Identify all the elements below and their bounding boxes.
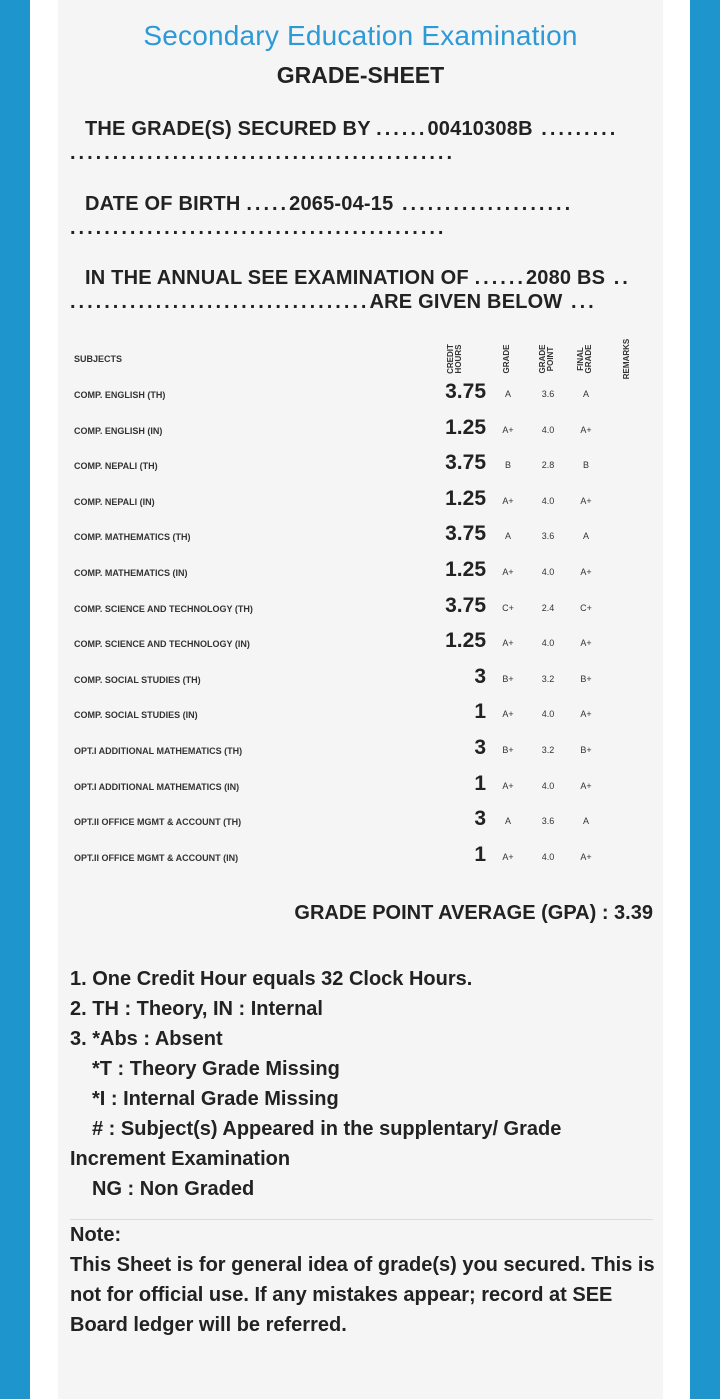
credit-hours-cell: 3 [474, 736, 486, 759]
table-row [58, 772, 663, 802]
credit-hours-cell: 3 [474, 807, 486, 831]
final-grade-cell: A+ [580, 638, 592, 649]
grade-cell: C+ [502, 602, 514, 613]
legend-line: 3. *Abs : Absent [70, 1028, 223, 1050]
table-row [58, 451, 663, 481]
legend [70, 964, 656, 1204]
dob-line: DATE OF BIRTH .....2065-04-15 .................... ............................................ [70, 193, 574, 239]
grade-cell: B+ [502, 673, 514, 684]
page-subtitle: GRADE-SHEET [276, 62, 445, 88]
final-grade-cell: B+ [580, 673, 592, 684]
grade-cell: A+ [502, 567, 514, 577]
header-grade-point: GRADE POINT [538, 344, 555, 374]
grade-cell: B+ [502, 745, 514, 755]
credit-hours-cell: 1.25 [445, 558, 486, 581]
subject-cell: COMP. SOCIAL STUDIES (IN) [74, 710, 198, 721]
table-row [58, 522, 663, 552]
subject-cell: OPT.II OFFICE MGMT & ACCOUNT (TH) [74, 817, 242, 828]
legend-line: *T : Theory Grade Missing [92, 1058, 340, 1080]
header-final-grade: FINAL GRADE [576, 344, 593, 374]
grade-cell: A+ [502, 851, 514, 862]
subject-cell: OPT.I ADDITIONAL MATHEMATICS (TH) [74, 746, 243, 756]
legend-line: # : Subject(s) Appeared in the supplentary/ Grade [92, 1118, 562, 1140]
grade-cell: B [504, 460, 511, 471]
grade-cell: A+ [502, 638, 514, 649]
secured-by-label: THE GRADE(S) SECURED BY [85, 118, 371, 140]
grade-point-cell: 3.6 [541, 389, 555, 399]
subject-cell: OPT.I ADDITIONAL MATHEMATICS (IN) [74, 781, 240, 792]
given-below: ARE GIVEN BELOW [369, 291, 563, 313]
final-grade-cell: A+ [580, 567, 592, 577]
table-row [58, 736, 663, 766]
grade-cell: A+ [502, 424, 514, 435]
grade-point-cell: 3.2 [541, 745, 555, 755]
table-row [58, 807, 663, 837]
grade-point-cell: 4.0 [541, 424, 555, 435]
exam-label: IN THE ANNUAL SEE EXAMINATION OF [85, 267, 469, 289]
legend-line: Increment Examination [70, 1148, 291, 1170]
subject-cell: COMP. NEPALI (TH) [74, 461, 158, 472]
credit-hours-cell: 1.25 [445, 486, 486, 510]
grade-cell: A [504, 816, 511, 827]
final-grade-cell: A+ [580, 709, 592, 720]
credit-hours-cell: 1 [474, 842, 486, 866]
legend-line: 2. TH : Theory, IN : Internal [70, 998, 323, 1020]
grade-point-cell: 4.0 [541, 638, 555, 649]
header-credit-hours: CREDIT HOURS [446, 344, 463, 374]
table-row [58, 416, 663, 446]
grade-point-cell: 3.2 [541, 673, 555, 684]
symbol-number: 00410308B [427, 118, 533, 140]
exam-line: IN THE ANNUAL SEE EXAMINATION OF ......2080 BS .. ...................................ARE GIVEN BELOW ... [70, 267, 631, 313]
credit-hours-cell: 3.75 [445, 451, 486, 475]
gpa-value: GRADE POINT AVERAGE (GPA) : 3.39 [294, 902, 653, 924]
credit-hours-cell: 1 [474, 700, 486, 724]
exam-year: 2080 BS [525, 267, 606, 289]
table-row [58, 629, 663, 659]
grade-point-cell: 3.6 [541, 531, 555, 542]
subject-cell: OPT.II OFFICE MGMT & ACCOUNT (IN) [74, 852, 239, 863]
final-grade-cell: A [582, 816, 589, 827]
grade-cell: A [504, 389, 511, 399]
legend-line: *I : Internal Grade Missing [92, 1088, 339, 1110]
table-row [58, 700, 663, 730]
table-row [58, 665, 663, 695]
legend-line: 1. One Credit Hour equals 32 Clock Hours. [70, 968, 473, 990]
credit-hours-cell: 3.75 [445, 593, 486, 617]
credit-hours-cell: 1 [474, 771, 486, 795]
grade-cell: A+ [502, 709, 514, 720]
header-remarks: REMARKS [622, 338, 631, 380]
table-row [58, 594, 663, 624]
grade-point-cell: 4.0 [541, 495, 555, 506]
header-subjects: SUBJECTS [74, 354, 123, 364]
table-row [58, 487, 663, 517]
grade-point-cell: 2.8 [541, 460, 555, 471]
credit-hours-cell: 3 [474, 664, 486, 688]
final-grade-cell: A+ [580, 851, 592, 862]
right-border [690, 0, 720, 1399]
dob-value: 2065-04-15 [289, 193, 394, 215]
note-label: Note: [70, 1224, 122, 1246]
subject-cell: COMP. ENGLISH (IN) [74, 425, 163, 436]
dob-label: DATE OF BIRTH [85, 193, 241, 215]
final-grade-cell: B+ [580, 745, 592, 755]
grade-point-cell: 2.4 [541, 602, 555, 613]
grade-sheet [58, 0, 663, 1399]
grade-cell: A+ [502, 780, 514, 791]
credit-hours-cell: 3.75 [445, 380, 486, 403]
final-grade-cell: C+ [580, 602, 592, 613]
final-grade-cell: A [582, 389, 589, 399]
grade-point-cell: 3.6 [541, 816, 555, 827]
header-grade: GRADE [502, 344, 511, 374]
subject-cell: COMP. NEPALI (IN) [74, 496, 155, 507]
grade-point-cell: 4.0 [541, 851, 555, 862]
grade-cell: A+ [502, 495, 514, 506]
legend-line: NG : Non Graded [92, 1178, 255, 1200]
grade-point-cell: 4.0 [541, 567, 555, 577]
grade-point-cell: 4.0 [541, 780, 555, 791]
table-row [58, 558, 663, 588]
subject-cell: COMP. MATHEMATICS (TH) [74, 532, 191, 543]
grade-point-cell: 4.0 [541, 709, 555, 720]
subject-cell: COMP. MATHEMATICS (IN) [74, 568, 188, 578]
final-grade-cell: A+ [580, 780, 592, 791]
table-row [58, 843, 663, 873]
credit-hours-cell: 3.75 [445, 522, 486, 546]
subject-cell: COMP. SCIENCE AND TECHNOLOGY (IN) [74, 639, 250, 650]
page-title: Secondary Education Examination [143, 20, 578, 51]
subject-cell: COMP. SCIENCE AND TECHNOLOGY (TH) [74, 603, 253, 614]
final-grade-cell: B [582, 460, 589, 471]
subject-cell: COMP. SOCIAL STUDIES (TH) [74, 674, 201, 685]
final-grade-cell: A+ [580, 495, 592, 506]
final-grade-cell: A+ [580, 424, 592, 435]
credit-hours-cell: 1.25 [445, 415, 486, 439]
note-text: This Sheet is for general idea of grade(s) you secured. This is not for official use. If any mistakes appear; record at SEE Board ledger will be referred. [70, 1254, 655, 1336]
subject-cell: COMP. ENGLISH (TH) [74, 390, 166, 400]
credit-hours-cell: 1.25 [445, 629, 486, 653]
table-row [58, 380, 663, 410]
grade-cell: A [504, 531, 511, 542]
final-grade-cell: A [582, 531, 589, 542]
disclaimer [70, 1220, 656, 1340]
secured-by-line: THE GRADE(S) SECURED BY ......00410308B ......... ............................................. [70, 118, 619, 164]
left-border [0, 0, 30, 1399]
